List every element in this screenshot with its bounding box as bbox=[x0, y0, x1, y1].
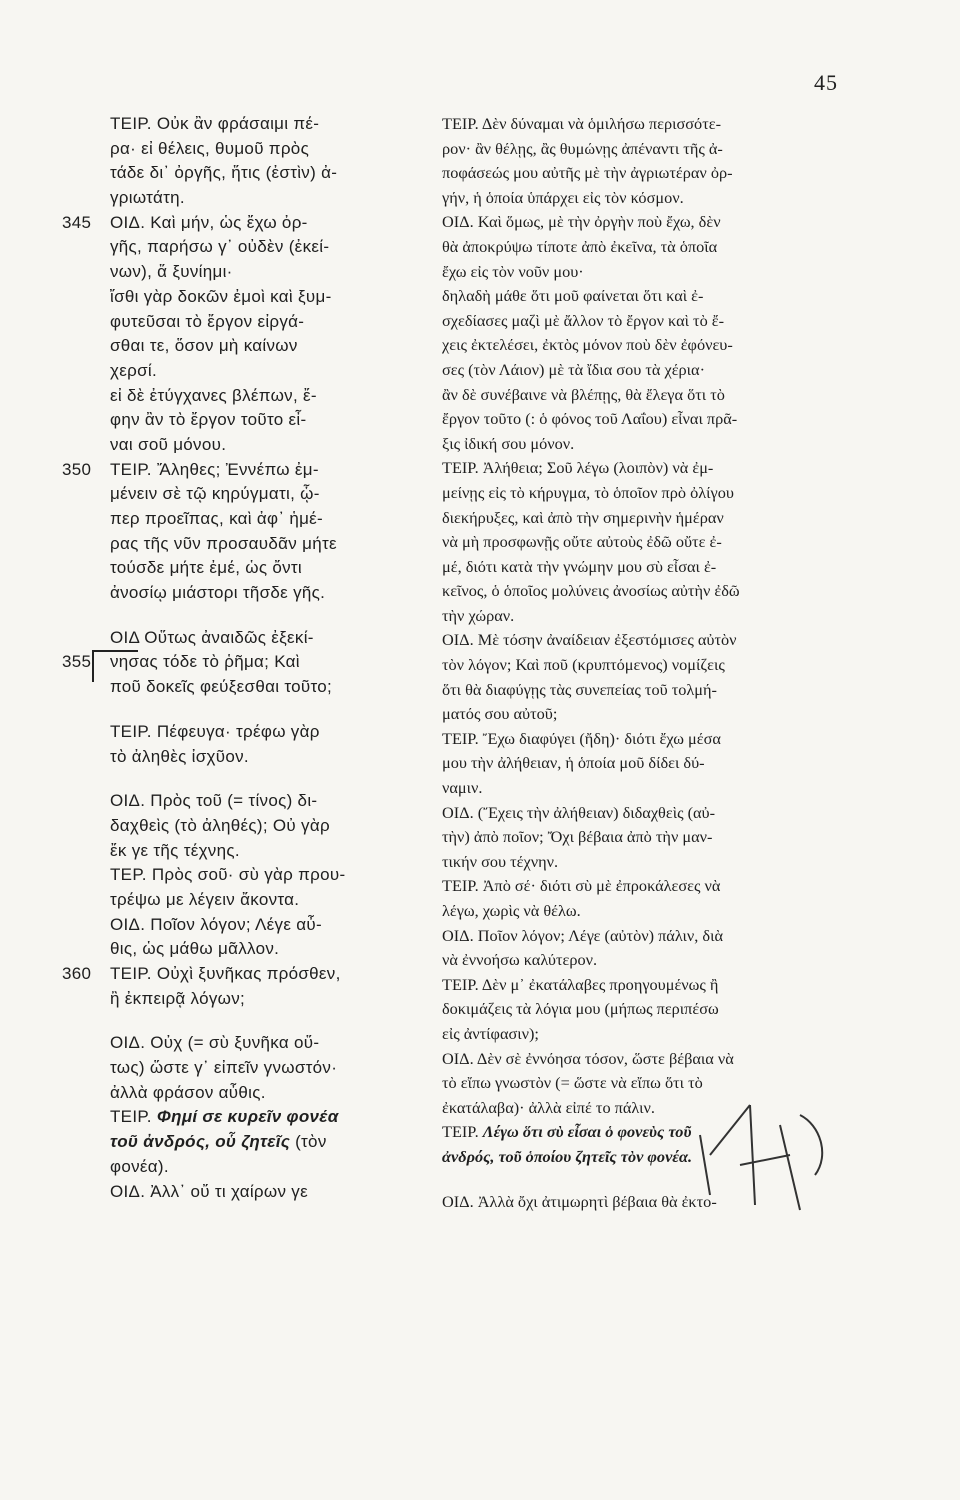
handwritten-scribble-icon bbox=[680, 1095, 845, 1225]
line-text: ματός σου αὐτοῦ; bbox=[442, 704, 558, 724]
line-text: ΟΙΔ. Καὶ ὅμως, μὲ τὴν ὀργὴν ποὺ ἔχω, δὲν bbox=[442, 212, 721, 232]
right-line bbox=[442, 530, 884, 555]
right-line bbox=[442, 1047, 884, 1072]
left-line bbox=[110, 285, 420, 310]
line-text: ἔχω εἰς τὸν νοῦν μου· bbox=[442, 261, 584, 281]
right-line bbox=[442, 899, 884, 924]
line-text: ὅτι θὰ διαφύγῃς τὰς συνεπείας τοῦ τολμή- bbox=[442, 679, 717, 699]
line-text: ΤΕΙΡ. Οὐκ ἂν φράσαιμι πέ- bbox=[110, 114, 320, 133]
left-line bbox=[110, 161, 420, 186]
right-line bbox=[442, 260, 884, 285]
line-text: ΟΙΔ. Μὲ τόσην ἀναίδειαν ἐξεστόμισες αὐτὸν bbox=[442, 630, 737, 650]
right-line bbox=[442, 284, 884, 309]
line-text: γήν, ἡ ὁποία ὑπάρχει εἰς τὸν κόσμον. bbox=[442, 187, 684, 207]
line-text: ποφάσεώς μου αὐτῆς μὲ τὴν ἀγριωτέραν ὀρ- bbox=[442, 163, 733, 183]
line-text: σες (τὸν Λάιον) μὲ τὰ ἴδια σου τὰ χέρια· bbox=[442, 359, 706, 379]
left-line bbox=[110, 888, 420, 913]
left-line bbox=[110, 987, 420, 1012]
line-text: νὰ μὴ προσφωνῇς οὔτε αὐτοὺς ἐδῶ οὔτε ἐ- bbox=[442, 532, 722, 552]
left-line bbox=[110, 310, 420, 335]
line-text: ΟΙΔ. Ποῖον λόγον; Λέγε (αὐτὸν) πάλιν, διὰ bbox=[442, 925, 723, 945]
left-line bbox=[110, 745, 420, 770]
line-text: ρα· εἰ θέλεις, θυμοῦ πρὸς bbox=[110, 138, 310, 158]
line-text: δηλαδὴ μάθε ὅτι μοῦ φαίνεται ὅτι καὶ ἐ- bbox=[442, 286, 704, 306]
right-line bbox=[442, 653, 884, 678]
left-line bbox=[110, 814, 420, 839]
line-text: ΤΕΙΡ. Ἄληθες; Ἐννέπω ἐμ- bbox=[110, 459, 319, 479]
line-text: ΟΙΔ Οὕτως ἀναιδῶς ἐξεκί- bbox=[110, 627, 314, 647]
left-line bbox=[110, 112, 420, 137]
line-text: δοκιμάζεις τὰ λόγια μου (μήπως περιπέσω bbox=[442, 999, 719, 1019]
right-line bbox=[442, 481, 884, 506]
line-text: τὸ ἀληθὲς ἰσχῦον. bbox=[110, 746, 249, 766]
left-line bbox=[110, 507, 420, 532]
right-line bbox=[442, 186, 884, 211]
line-text: ξις ἰδική σου μόνον. bbox=[442, 433, 575, 453]
line-gap bbox=[110, 1011, 420, 1031]
greek-original-column bbox=[62, 112, 420, 1204]
left-line bbox=[110, 556, 420, 581]
left-line bbox=[110, 1130, 420, 1155]
line-text: τως) ὥστε γ᾽ εἰπεῖν γνωστόν· bbox=[110, 1058, 338, 1078]
verse-number: 345 bbox=[62, 212, 92, 232]
line-text-after: (τὸν bbox=[290, 1132, 327, 1152]
line-text: ρον· ἂν θέλῃς, ἂς θυμώνῃς ἀπέναντι τῆς ἀ- bbox=[442, 138, 723, 158]
right-line bbox=[442, 751, 884, 776]
line-text: ἀνοσίῳ μιάστορι τῆσδε γῆς. bbox=[110, 583, 326, 603]
line-text: τούσδε μήτε ἐμέ, ὡς ὄντι bbox=[110, 558, 302, 578]
modern-greek-translation-column bbox=[442, 112, 884, 1214]
line-text: ΤΕΡ. Πρὸς σοῦ· σὺ γὰρ πρου- bbox=[110, 865, 346, 885]
left-line bbox=[110, 1180, 420, 1205]
right-line bbox=[442, 850, 884, 875]
line-text: νων), ἅ ξυνίημι· bbox=[110, 262, 233, 282]
line-text: ΟΙΔ. Ἀλλ᾽ οὔ τι χαίρων γε bbox=[110, 1181, 308, 1201]
left-line bbox=[110, 839, 420, 864]
left-line bbox=[110, 359, 420, 384]
right-line bbox=[442, 1071, 884, 1096]
right-line bbox=[442, 383, 884, 408]
line-text: ΤΕΙΡ. Πέφευγα· τρέφω γὰρ bbox=[110, 721, 320, 741]
line-text: ναι σοῦ μόνου. bbox=[110, 434, 227, 454]
line-text: εἰς ἀντίφασιν); bbox=[442, 1023, 539, 1043]
verse-number: 360 bbox=[62, 964, 92, 983]
right-line bbox=[442, 407, 884, 432]
right-line bbox=[442, 309, 884, 334]
line-text: ποῦ δοκεῖς φεύξεσθαι τοῦτο; bbox=[110, 677, 332, 697]
line-text: ἀλλὰ φράσον αὖθις. bbox=[110, 1082, 266, 1102]
line-text: τάδε δι᾽ ὀργῆς, ἥτις (ἐστὶν) ἀ- bbox=[110, 163, 338, 183]
left-line bbox=[110, 235, 420, 260]
right-line bbox=[442, 604, 884, 629]
line-gap bbox=[110, 700, 420, 720]
line-text: δαχθεὶς (τὸ ἀληθές); Οὐ γὰρ bbox=[110, 815, 330, 835]
right-line bbox=[442, 579, 884, 604]
line-text: μείνῃς εἰς τὸ κήρυγμα, τὸ ὁποῖον πρὸ ὀλίγου bbox=[442, 482, 734, 502]
line-text: θὰ ἀποκρύψω τίποτε ἀπὸ ἐκεῖνα, τὰ ὁποῖα bbox=[442, 236, 718, 256]
line-text: ΟΙΔ. Οὐχ (= σὺ ξυνῆκα οὕ- bbox=[110, 1033, 320, 1053]
line-text: ΟΙΔ. (Ἔχεις τὴν ἀλήθειαν) διδαχθεὶς (αὐ- bbox=[442, 802, 716, 822]
line-text: ἔκ γε τῆς τέχνης. bbox=[110, 840, 240, 860]
page-number: 45 bbox=[814, 70, 838, 95]
right-line bbox=[442, 678, 884, 703]
line-text: διεκήρυξες, καὶ ἀπὸ τὴν σημερινὴν ἡμέραν bbox=[442, 507, 724, 527]
line-text: ἔργον τοῦτο (: ὁ φόνος τοῦ Λαΐου) εἶναι πρᾶ- bbox=[442, 409, 738, 429]
right-line bbox=[442, 727, 884, 752]
line-text: νησας τόδε τὸ ῥῆμα; Καὶ bbox=[110, 652, 300, 672]
line-text: ἂν δὲ συνέβαινε νὰ βλέπῃς, θὰ ἔλεγα ὅτι τὸ bbox=[442, 384, 725, 404]
line-text: φονέα). bbox=[110, 1156, 169, 1176]
left-line bbox=[110, 913, 420, 938]
right-line bbox=[442, 506, 884, 531]
line-text: χεις ἐκτελέσει, ἐκτὸς μόνον ποὺ δὲν ἐφόνευ- bbox=[442, 335, 733, 355]
line-text: ΟΙΔ. Ἀλλὰ ὄχι ἀτιμωρητὶ βέβαια θὰ ἐκτο- bbox=[442, 1191, 717, 1211]
right-line bbox=[442, 555, 884, 580]
line-text: τὸ εἴπω γνωστὸν (= ὥστε νὰ εἴπω ὅτι τὸ bbox=[442, 1073, 703, 1093]
left-line bbox=[62, 650, 420, 675]
line-gap bbox=[110, 769, 420, 789]
left-line bbox=[110, 626, 420, 651]
left-line bbox=[62, 962, 420, 987]
emphasized-text: ἀνδρός, τοῦ ὁποίου ζητεῖς τὸν φονέα. bbox=[442, 1146, 693, 1166]
right-line bbox=[442, 161, 884, 186]
line-text: σχεδίασες μαζὶ μὲ ἄλλον τὸ ἔργον καὶ τὸ ἔ- bbox=[442, 310, 725, 330]
line-text: σθαι τε, ὅσον μὴ καίνων bbox=[110, 336, 298, 356]
line-text: ρας τῆς νῦν προσαυδᾶν μήτε bbox=[110, 533, 337, 553]
line-text: τὴν) ἀπὸ ποῖον; Ὄχι βέβαια ἀπὸ τὴν μαν- bbox=[442, 827, 713, 847]
line-text: λέγω, χωρὶς νὰ θέλω. bbox=[442, 901, 581, 920]
right-line bbox=[442, 333, 884, 358]
line-text: ΤΕΙΡ. Οὐχὶ ξυνῆκας πρόσθεν, bbox=[110, 964, 341, 983]
right-line bbox=[442, 137, 884, 162]
right-line bbox=[442, 112, 884, 137]
line-text: εἰ δὲ ἐτύγχανες βλέπων, ἔ- bbox=[110, 385, 317, 405]
line-text: ΤΕΙΡ. Ἀλήθεια; Σοῦ λέγω (λοιπὸν) νὰ ἐμ- bbox=[442, 458, 714, 478]
right-line bbox=[442, 948, 884, 973]
left-line bbox=[110, 1081, 420, 1106]
left-line bbox=[110, 384, 420, 409]
line-text: ΟΙΔ. Δὲν σὲ ἐννόησα τόσον, ὥστε βέβαια νὰ bbox=[442, 1048, 734, 1068]
left-line bbox=[110, 581, 420, 606]
left-line bbox=[110, 334, 420, 359]
left-line bbox=[110, 789, 420, 814]
right-line bbox=[442, 874, 884, 899]
right-line bbox=[442, 801, 884, 826]
left-line bbox=[110, 408, 420, 433]
line-text: μέ, διότι κατὰ τὴν γνώμην μου σὺ εἶσαι ἐ- bbox=[442, 556, 717, 576]
left-line bbox=[110, 1056, 420, 1081]
verse-number: 355 bbox=[62, 652, 92, 672]
line-text: ΤΕΙΡ. Δὲν μ᾽ ἐκατάλαβες προηγουμένως ἢ bbox=[442, 974, 719, 994]
line-text: τρέψω με λέγειν ἄκοντα. bbox=[110, 889, 300, 909]
line-text: θις, ὡς μάθω μᾶλλον. bbox=[110, 939, 280, 959]
line-text: ΟΙΔ. Καὶ μήν, ὡς ἔχω ὀρ- bbox=[110, 212, 308, 232]
line-text: τὸν λόγον; Καὶ ποῦ (κρυπτόμενος) νομίζεις bbox=[442, 655, 725, 675]
line-text: περ προεῖπας, καὶ ἀφ᾽ ἡμέ- bbox=[110, 509, 324, 528]
left-line bbox=[110, 937, 420, 962]
right-line bbox=[442, 702, 884, 727]
left-line bbox=[110, 675, 420, 700]
right-line bbox=[442, 456, 884, 481]
line-text: χερσί. bbox=[110, 360, 157, 380]
left-line bbox=[110, 863, 420, 888]
left-line bbox=[110, 532, 420, 557]
emphasized-text: Λέγω ὅτι σὺ εἶσαι ὁ φονεὺς τοῦ bbox=[482, 1122, 692, 1142]
line-gap bbox=[110, 606, 420, 626]
left-line bbox=[110, 260, 420, 285]
left-line bbox=[110, 1105, 420, 1130]
left-line bbox=[62, 211, 420, 236]
right-line bbox=[442, 924, 884, 949]
right-line bbox=[442, 628, 884, 653]
line-text: μου τὴν ἀλήθειαν, ἡ ὁποία μοῦ δίδει δύ- bbox=[442, 753, 705, 773]
left-line bbox=[62, 458, 420, 483]
line-text: γριωτάτη. bbox=[110, 188, 185, 208]
line-text: τὴν χώραν. bbox=[442, 605, 515, 625]
emphasized-text: τοῦ ἀνδρός, οὗ ζητεῖς bbox=[110, 1132, 291, 1152]
left-line bbox=[110, 720, 420, 745]
line-text: κεῖνος, ὁ ὁποῖος μολύνεις ἀνοσίως αὐτὴν ἐδῶ bbox=[442, 581, 740, 601]
line-text: ΤΕΙΡ. bbox=[442, 1122, 483, 1142]
line-text: ΤΕΙΡ. Δὲν δύναμαι νὰ ὁμιλήσω περισσότε- bbox=[442, 114, 721, 133]
line-text: τικήν σου τέχνην. bbox=[442, 851, 559, 871]
right-line bbox=[442, 776, 884, 801]
right-line bbox=[442, 210, 884, 235]
emphasized-text: Φημί σε κυρεῖν φονέα bbox=[156, 1107, 339, 1127]
line-text: ναμιν. bbox=[442, 778, 483, 798]
line-text: γῆς, παρήσω γ᾽ οὐδὲν (ἐκεί- bbox=[110, 237, 330, 257]
line-text: φυτεῦσαι τὸ ἔργον εἰργά- bbox=[110, 311, 305, 331]
right-line bbox=[442, 825, 884, 850]
verse-number: 350 bbox=[62, 459, 92, 479]
right-line bbox=[442, 973, 884, 998]
line-text: ΤΕΙΡ. Ἀπὸ σέ· διότι σὺ μὲ ἐπροκάλεσες νὰ bbox=[442, 876, 721, 896]
right-line bbox=[442, 235, 884, 260]
line-text: ἐκατάλαβα)· ἀλλὰ εἰπέ το πάλιν. bbox=[442, 1097, 655, 1117]
line-text: ΤΕΙΡ. Ἔχω διαφύγει (ἤδη)· διότι ἔχω μέσα bbox=[442, 728, 721, 748]
line-text: ΤΕΙΡ. bbox=[110, 1107, 157, 1127]
right-line bbox=[442, 358, 884, 383]
left-line bbox=[110, 186, 420, 211]
right-line bbox=[442, 997, 884, 1022]
line-text: ΟΙΔ. Ποῖον λόγον; Λέγε αὖ- bbox=[110, 914, 322, 934]
line-text: ΟΙΔ. Πρὸς τοῦ (= τίνος) δι- bbox=[110, 791, 318, 811]
line-text: ἴσθι γὰρ δοκῶν ἐμοὶ καὶ ξυμ- bbox=[110, 286, 332, 306]
line-text: μένειν σὲ τῷ κηρύγματι, ᾧ- bbox=[110, 484, 320, 504]
left-line bbox=[110, 433, 420, 458]
line-text: νὰ ἐννοήσω καλύτερον. bbox=[442, 950, 598, 970]
left-line bbox=[110, 137, 420, 162]
right-line bbox=[442, 432, 884, 457]
right-line bbox=[442, 1022, 884, 1047]
line-text: ἢ ἐκπειρᾷ λόγων; bbox=[110, 988, 246, 1008]
left-line bbox=[110, 1031, 420, 1056]
left-line bbox=[110, 1155, 420, 1180]
left-line bbox=[110, 482, 420, 507]
line-text: φην ἂν τὸ ἔργον τοῦτο εἶ- bbox=[110, 410, 307, 430]
